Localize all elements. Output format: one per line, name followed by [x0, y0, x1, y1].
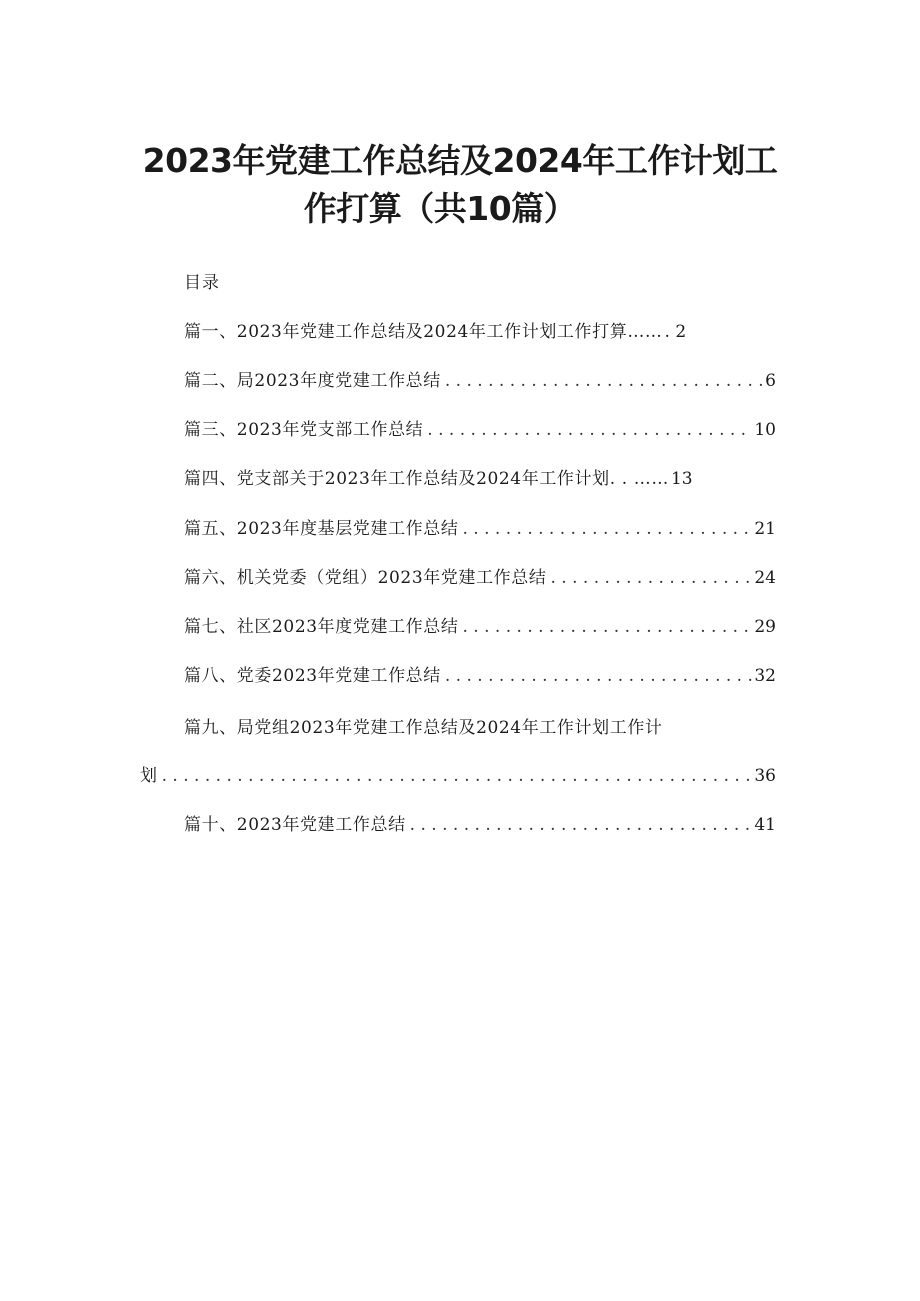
toc-entry-10[interactable] [184, 811, 776, 839]
toc-entry-page: . 2 [664, 322, 687, 342]
toc-entry-text: 篇八、党委2023年党建工作总结 [184, 666, 441, 686]
toc-entry-text: 篇一、2023年党建工作总结及2024年工作计划工作打算…… [184, 322, 663, 342]
toc-entry-3[interactable] [184, 416, 776, 444]
toc-entry-1[interactable] [184, 318, 776, 346]
toc-leader-dots [406, 811, 753, 839]
toc-entry-page: 41 [754, 815, 776, 835]
toc-entry-text: 篇四、党支部关于2023年工作总结及2024年工作计划. . …… [184, 469, 669, 489]
toc-entry-7[interactable] [184, 613, 776, 641]
toc-entry-5[interactable] [184, 515, 776, 543]
toc-leader-dots [441, 367, 763, 395]
toc-entry-page: 10 [754, 420, 776, 440]
toc-entry-6[interactable] [184, 564, 776, 592]
toc-entry-page: 21 [754, 519, 776, 539]
toc-entry-page: 32 [754, 666, 776, 686]
toc-entry-text: 篇十、2023年党建工作总结 [184, 815, 406, 835]
toc-entry-page: 24 [754, 568, 776, 588]
toc-entry-text: 篇三、2023年党支部工作总结 [184, 420, 424, 440]
toc-entry-page: 36 [754, 766, 776, 786]
toc-leader-dots [458, 613, 752, 641]
toc-entry-page: 29 [754, 617, 776, 637]
toc-entry-8[interactable] [184, 662, 776, 690]
toc-entry-text: 篇五、2023年度基层党建工作总结 [184, 519, 459, 539]
toc-leader-dots [158, 762, 753, 790]
toc-entry-text: 篇七、社区2023年度党建工作总结 [184, 617, 459, 637]
toc-entry-text: 篇六、机关党委（党组）2023年党建工作总结 [184, 568, 547, 588]
toc-entry-page: 6 [765, 371, 776, 391]
toc-entry-9-continuation[interactable] [140, 762, 776, 790]
document-title-line-2: 作打算（共10篇） [303, 189, 577, 228]
toc-entry-text: 篇二、局2023年度党建工作总结 [184, 371, 441, 391]
toc-entry-page: 13 [670, 469, 693, 489]
toc-entry-2[interactable] [184, 367, 776, 395]
toc-entry-9[interactable]: 篇九、局党组2023年党建工作总结及2024年工作计划工作计 [184, 718, 663, 738]
document-title-line-1: 2023年党建工作总结及2024年工作计划工 [142, 141, 778, 180]
toc-leader-dots [546, 564, 752, 592]
toc-entry-4[interactable] [184, 465, 776, 493]
toc-leader-dots [441, 662, 752, 690]
toc-leader-dots [423, 416, 752, 444]
toc-heading: 目录 [184, 273, 220, 293]
toc-leader-dots [458, 515, 752, 543]
toc-entry-text: 划 [140, 766, 158, 786]
